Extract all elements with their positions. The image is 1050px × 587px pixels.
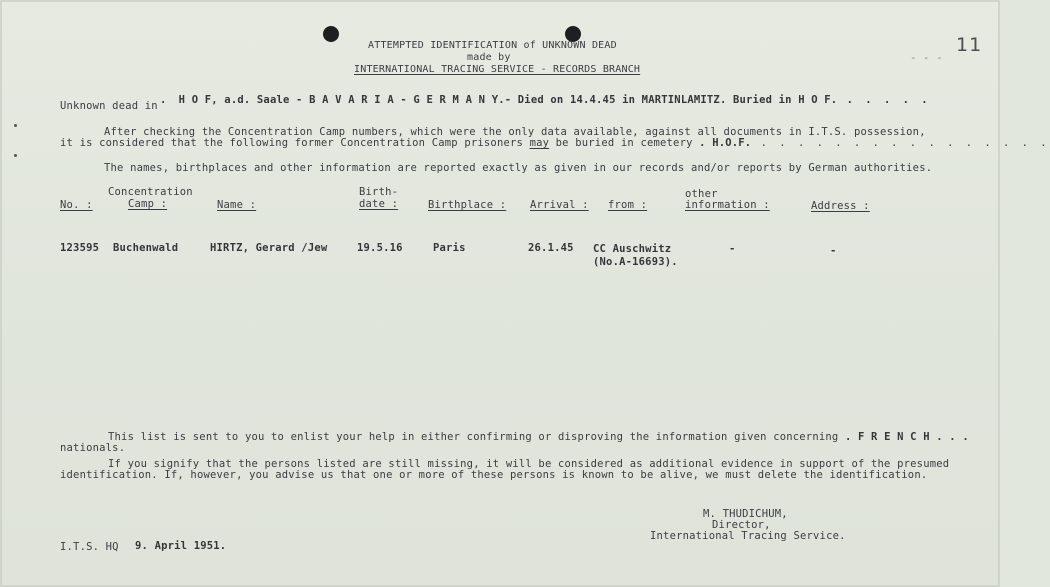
header-camp-top: Concentration [108, 186, 193, 198]
closing-line4: identification. If, however, you advise us that one or more of these persons is known to be alive, we must delete the identification. [60, 469, 928, 481]
footer-place: I.T.S. HQ [60, 541, 119, 553]
nationality: . F R E N C H . . . [844, 431, 969, 443]
closing-line2: nationals. [60, 442, 126, 454]
cell-address: - [830, 245, 837, 257]
header-birthplace: Birthplace : [428, 199, 507, 211]
cell-camp: Buchenwald [113, 242, 179, 254]
location-value: H O F, a.d. Saale - B A V A R I A - G E R M A N Y.- Died on 14.4.45 in MARTINLAMITZ. Buried in H O F. [178, 94, 838, 106]
header-other: information : [685, 199, 770, 211]
punch-hole-left [323, 26, 339, 42]
para1-line2: it is considered that the following former Concentration Camp prisoners may be buried in cemetery . H.O.F. . . . . . . . . . . . . . . . . [60, 137, 1050, 149]
signatory-name: M. THUDICHUM, [703, 508, 788, 520]
cell-other: - [729, 243, 736, 255]
para1-may: may [529, 137, 550, 149]
margin-dashes: - - - [910, 52, 943, 64]
made-by: made by [467, 52, 511, 63]
cell-arrival: 26.1.45 [528, 242, 574, 254]
header-camp: Camp : [128, 198, 168, 210]
cell-from-line2: (No.A-16693). [593, 256, 678, 268]
header-arrival: Arrival : [530, 199, 589, 211]
closing-line1-text: This list is sent to you to enlist your help in either confirming or disproving the information given concerning [108, 431, 839, 443]
closing-line1 [108, 431, 969, 443]
margin-mark [14, 154, 17, 157]
header-name: Name : [217, 199, 257, 211]
margin-mark [14, 124, 17, 127]
footer-date: 9. April 1951. [135, 540, 227, 552]
para1-line2-post: be buried in cemetery [549, 137, 693, 149]
location-text: . H O F, a.d. Saale - B A V A R I A - G E R M A N Y.- Died on 14.4.45 in MARTINLAMITZ. Buried in H O F. . . . . . [160, 94, 931, 106]
cell-no: 123595 [60, 242, 100, 254]
page-number: 11 [956, 34, 983, 56]
header-birthdate: date : [359, 198, 399, 210]
cell-from-line1: CC Auschwitz [593, 243, 672, 255]
closing-line3: If you signify that the persons listed are still missing, it will be considered as additional evidence in support of the presumed [108, 458, 950, 470]
unknown-dead-label: Unknown dead in [60, 100, 158, 112]
header-other-top: other [685, 188, 718, 200]
document-title: ATTEMPTED IDENTIFICATION of UNKNOWN DEAD [368, 40, 617, 51]
header-no: No. : [60, 199, 93, 211]
para1-line2-pre: it is considered that the following former Concentration Camp prisoners [60, 137, 530, 149]
signatory-org: International Tracing Service. [650, 530, 846, 542]
header-address: Address : [811, 200, 870, 212]
para2: The names, birthplaces and other information are reported exactly as given in our records and/or reports by German authorities. [104, 162, 933, 174]
cell-birthplace: Paris [433, 242, 466, 254]
cell-name: HIRTZ, Gerard /Jew [210, 242, 328, 254]
organization-name: INTERNATIONAL TRACING SERVICE - RECORDS BRANCH [354, 64, 641, 75]
para1-line1: After checking the Concentration Camp numbers, which were the only data available, against all documents in I.T.S. possession, [104, 126, 926, 138]
cell-birthdate: 19.5.16 [357, 242, 403, 254]
cemetery-name: . H.O.F. [699, 137, 752, 149]
header-from: from : [608, 199, 648, 211]
header-birth-top: Birth- [359, 186, 399, 198]
signatory-title: Director, [712, 519, 771, 531]
